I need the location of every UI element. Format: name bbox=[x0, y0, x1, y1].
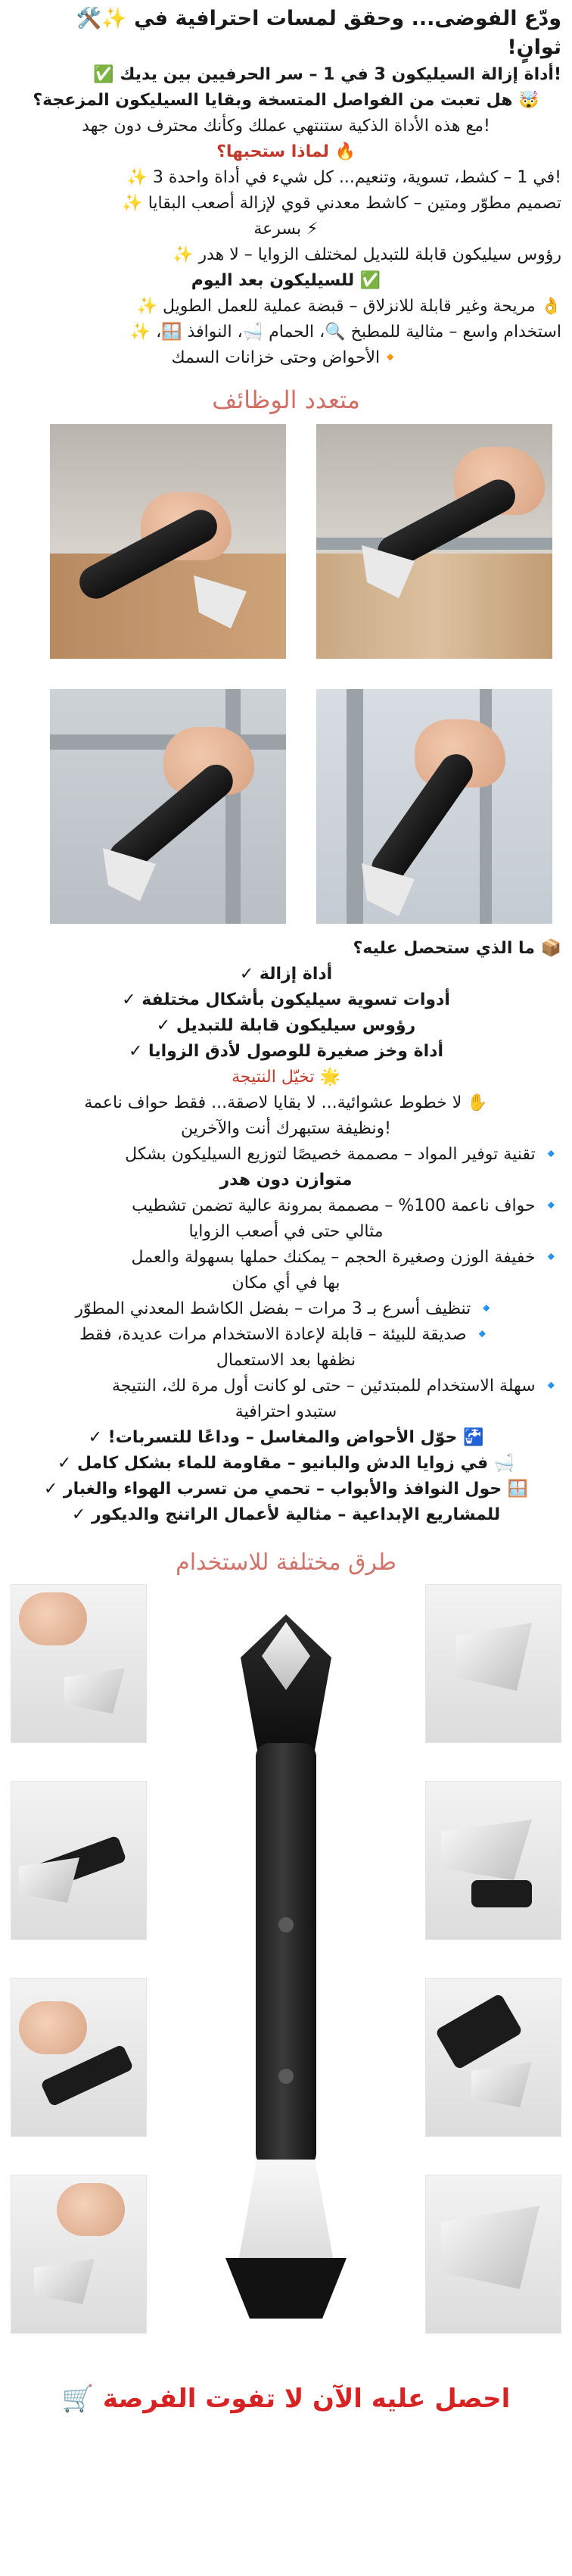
package-item: رؤوس سيليكون قابلة للتبديل ✓ bbox=[156, 1016, 416, 1035]
intro-line: !أداة إزالة السيليكون 3 في 1 – سر الحرفيين بين يديك ✅ bbox=[93, 65, 561, 84]
use-case-line: للمشاريع الإبداعية – مثالية لأعمال الراتنج والديكور ✓ bbox=[71, 1505, 501, 1524]
usage-photo-left-4 bbox=[11, 2175, 147, 2334]
page-title-line-2: ثوانٍ! bbox=[507, 36, 561, 59]
package-item: أداة وخز صغيرة للوصول لأدق الزوايا ✓ bbox=[128, 1042, 444, 1061]
intro-section bbox=[0, 0, 572, 371]
intro-line: ✅ للسيليكون بعد اليوم bbox=[191, 271, 381, 290]
intro-line: 🤯 هل تعبت من الفواصل المتسخة وبقايا السيليكون المزعجة؟ bbox=[33, 91, 539, 110]
center-tool-image bbox=[203, 1614, 369, 2341]
benefit-line: مثالي حتى في أصعب الزوايا bbox=[188, 1222, 384, 1241]
package-item: أدوات تسوية سيليكون بأشكال مختلفة ✓ bbox=[122, 990, 450, 1009]
result-line: ✋ لا خطوط عشوائية... لا بقايا لاصقة... فقط حواف ناعمة bbox=[84, 1093, 488, 1112]
intro-line: استخدام واسع – مثالية للمطبخ 🔍، الحمام 🛁، النوافذ 🪟، ✨ bbox=[129, 323, 561, 341]
multifunction-title: متعدد الوظائف bbox=[212, 385, 360, 414]
package-heading: 📦 ما الذي ستحصل عليه؟ bbox=[353, 939, 561, 958]
use-case-line: 🪟 حول النوافذ والأبواب – تحمي من تسرب الهواء والغبار ✓ bbox=[43, 1480, 529, 1499]
usage-methods-title: طرق مختلفة للاستخدام bbox=[176, 1549, 396, 1576]
multifunction-gallery bbox=[0, 424, 572, 924]
product-photo-window bbox=[316, 689, 552, 924]
usage-photo-right-3 bbox=[425, 1978, 561, 2137]
product-photo-frame-corner bbox=[50, 689, 286, 924]
cta-banner[interactable]: احصل عليه الآن لا تفوت الفرصة 🛒 bbox=[61, 2384, 511, 2414]
usage-methods-gallery bbox=[0, 1584, 572, 2364]
intro-line: 🔥 لماذا ستحبها؟ bbox=[216, 142, 356, 161]
intro-line: رؤوس سيليكون قابلة للتبديل لمختلف الزوايا – لا هدر ✨ bbox=[173, 245, 561, 264]
page-title-line-1: ودّع الفوضى... وحقق لمسات احترافية في ✨🛠️ bbox=[76, 7, 561, 30]
benefit-line: بها في أي مكان bbox=[232, 1274, 340, 1293]
use-case-line: 🛁 في زوايا الدش والبانيو – مقاومة للماء بشكل كامل ✓ bbox=[57, 1454, 515, 1473]
features-section bbox=[0, 924, 572, 1528]
usage-photo-right-4 bbox=[425, 2175, 561, 2334]
benefit-line: 🔹 تنظيف أسرع بـ 3 مرات – بفضل الكاشط المعدني المطوّر bbox=[75, 1299, 497, 1318]
product-photo-smoothing bbox=[50, 424, 286, 659]
package-item: أداة إزالة ✓ bbox=[239, 965, 333, 984]
usage-photo-right-1 bbox=[425, 1584, 561, 1743]
benefit-line: ستبدو احترافية bbox=[235, 1402, 337, 1421]
usage-photo-left-3 bbox=[11, 1978, 147, 2137]
intro-line: !في 1 – كشط، تسوية، وتنعيم... كل شيء في أداة واحدة 3 ✨ bbox=[126, 168, 561, 187]
result-line: !ونظيفة ستبهرك أنت والآخرين bbox=[180, 1119, 391, 1138]
benefit-line: متوازن دون هدر bbox=[219, 1171, 353, 1190]
intro-line: ⚡ بسرعة bbox=[253, 220, 319, 239]
benefit-line: 🔹 خفيفة الوزن وصغيرة الحجم – يمكنك حملها بسهولة والعمل bbox=[131, 1248, 561, 1267]
usage-photo-left-1 bbox=[11, 1584, 147, 1743]
benefit-line: 🔹 تقنية توفير المواد – مصممة خصيصًا لتوزيع السيليكون بشكل bbox=[125, 1145, 561, 1164]
intro-line: تصميم مطوّر ومتين – كاشط معدني قوي لإزالة أصعب البقايا ✨ bbox=[122, 194, 561, 213]
imagine-heading: 🌟 تخيّل النتيجة bbox=[232, 1068, 340, 1087]
benefit-line: 🔹 صديقة للبيئة – قابلة لإعادة الاستخدام مرات عديدة، فقط bbox=[79, 1325, 493, 1344]
benefit-line: نظفها بعد الاستعمال bbox=[216, 1351, 356, 1370]
product-photo-scraping bbox=[316, 424, 552, 659]
usage-photo-left-2 bbox=[11, 1781, 147, 1940]
intro-line: 👌 مريحة وغير قابلة للانزلاق – قبضة عملية للعمل الطويل ✨ bbox=[136, 297, 561, 316]
benefit-line: 🔹 سهلة الاستخدام للمبتدئين – حتى لو كانت أول مرة لك، النتيجة bbox=[111, 1377, 561, 1396]
intro-line: !مع هذه الأداة الذكية ستنتهي عملك وكأنك محترف دون جهد bbox=[82, 117, 490, 136]
use-case-line: 🚰 حوّل الأحواض والمغاسل – وداعًا للتسربات! ✓ bbox=[88, 1428, 484, 1447]
usage-photo-right-2 bbox=[425, 1781, 561, 1940]
intro-line: 🔸الأحواض وحتى خزانات السمك bbox=[171, 348, 401, 367]
benefit-line: 🔹 حواف ناعمة 100% – مصممة بمرونة عالية تضمن تشطيب bbox=[132, 1196, 561, 1215]
